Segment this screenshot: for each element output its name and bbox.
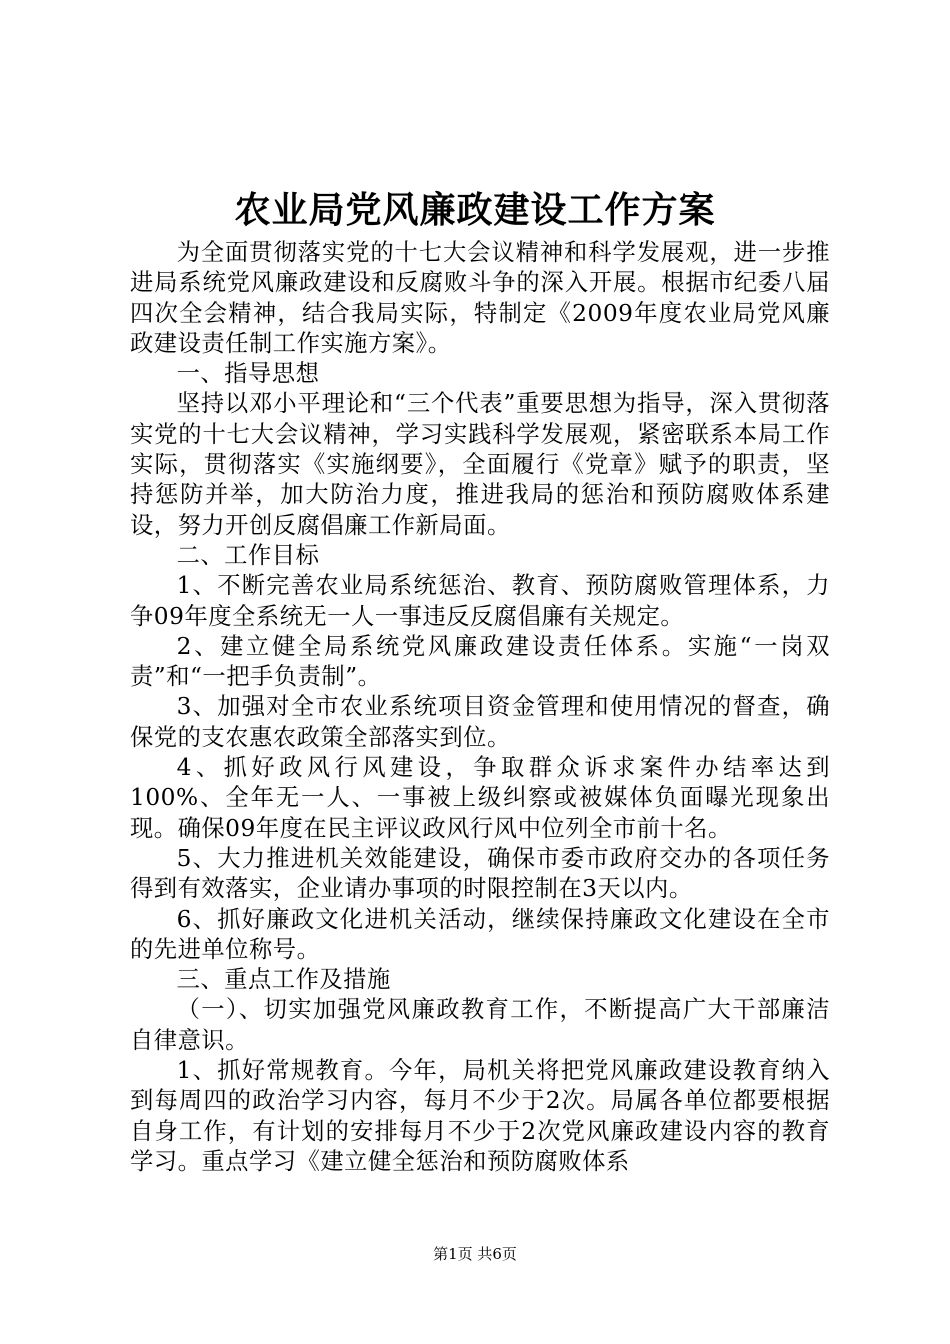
key-work-subheading-1: （一）、切实加强党风廉政教育工作，不断提高广大干部廉洁自律意识。 [130,996,830,1054]
goal-item-4: 4、抓好政风行风建设，争取群众诉求案件办结率达到100%、全年无一人、一事被上级纠察或被媒体负面曝光现象出现。确保09年度在民主评议政风行风中位列全市前十名。 [130,754,830,842]
guiding-ideology-paragraph: 坚持以邓小平理论和“三个代表”重要思想为指导，深入贯彻落实党的十七大会议精神，学习实践科学发展观，紧密联系本局工作实际，贯彻落实《实施纲要》，全面履行《党章》赋予的职责，坚持惩防并举，加大防治力度，推进我局的惩治和预防腐败体系建设，努力开创反腐倡廉工作新局面。 [130,390,830,539]
goal-item-3: 3、加强对全市农业系统项目资金管理和使用情况的督查，确保党的支农惠农政策全部落实到位。 [130,693,830,751]
goal-item-1: 1、不断完善农业局系统惩治、教育、预防腐败管理体系，力争09年度全系统无一人一事违反反腐倡廉有关规定。 [130,572,830,630]
document-body [130,238,830,1177]
document-title: 农业局党风廉政建设工作方案 [234,189,716,231]
section-heading-guiding-ideology: 一、指导思想 [176,360,320,388]
intro-paragraph: 为全面贯彻落实党的十七大会议精神和科学发展观，进一步推进局系统党风廉政建设和反腐败斗争的深入开展。根据市纪委八届四次全会精神，结合我局实际，特制定《2009年度农业局党风廉政建设责任制工作实施方案》。 [130,239,830,357]
goal-item-5: 5、大力推进机关效能建设，确保市委市政府交办的各项任务得到有效落实，企业请办事项的时限控制在3天以内。 [130,844,830,903]
goal-item-6: 6、抓好廉政文化进机关活动，继续保持廉政文化建设在全市的先进单位称号。 [130,905,830,963]
page-footer: 第1页 共6页 [433,1245,517,1263]
section-heading-key-work: 三、重点工作及措施 [176,966,391,994]
goal-item-2: 2、建立健全局系统党风廉政建设责任体系。实施“一岗双责”和“一把手负责制”。 [130,632,830,691]
section-heading-work-goals: 二、工作目标 [176,541,320,569]
key-work-item-1: 1、抓好常规教育。今年，局机关将把党风廉政建设教育纳入到每周四的政治学习内容，每月不少于2次。局属各单位都要根据自身工作，有计划的安排每月不少于2次党风廉政建设内容的教育学习。重点学习《建立健全惩治和预防腐败体系 [130,1057,830,1175]
